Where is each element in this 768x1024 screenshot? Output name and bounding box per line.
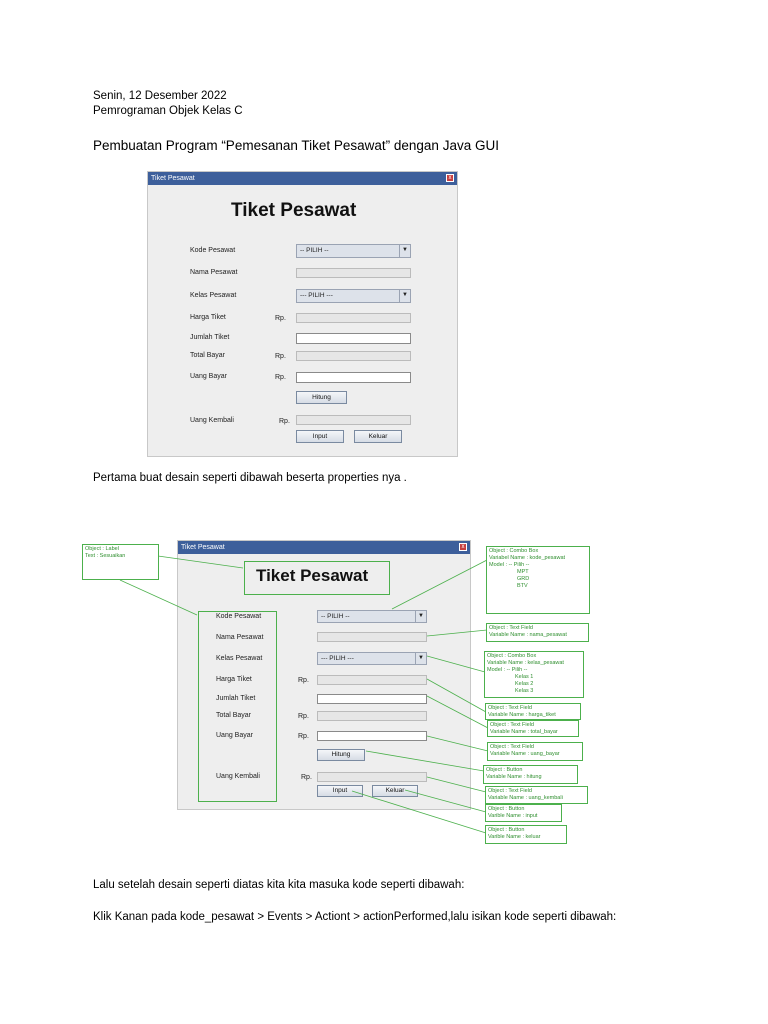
label-harga-tiket: Harga Tiket [216, 676, 252, 683]
window-title: Tiket Pesawat [181, 544, 225, 551]
rp-harga: Rp. [275, 315, 286, 322]
close-icon[interactable]: x [446, 174, 454, 182]
annotation-uang-kembali: Object : Text Field Variable Name : uang_kembali [485, 786, 588, 804]
label-kode-pesawat: Kode Pesawat [190, 247, 236, 254]
chevron-down-icon[interactable]: ▼ [415, 653, 426, 664]
paragraph-pertama: Pertama buat desain seperti dibawah beserta properties nya . [93, 472, 407, 484]
label-jumlah-tiket: Jumlah Tiket [190, 334, 230, 341]
kode-pesawat-value: -- PILIH -- [300, 247, 329, 254]
rp-harga: Rp. [298, 677, 309, 684]
label-total-bayar: Total Bayar [216, 712, 252, 719]
label-kode-pesawat: Kode Pesawat [216, 613, 262, 620]
label-kelas-pesawat: Kelas Pesawat [216, 655, 263, 662]
label-uang-kembali: Uang Kembali [190, 417, 234, 424]
label-uang-kembali: Uang Kembali [216, 773, 260, 780]
rp-kembali: Rp. [279, 418, 290, 425]
annotation-combo-kelas: Object : Combo Box Variable Name : kelas_pesawat Model : -- Pilih -- Kelas 1 Kelas 2 Kelas 3 [484, 651, 584, 698]
keluar-button[interactable]: Keluar [354, 430, 402, 443]
annotation-label: Object : Label Text : Sesuaikan [82, 544, 159, 580]
form-heading: Tiket Pesawat [256, 566, 369, 585]
window-title: Tiket Pesawat [151, 175, 195, 182]
annotation-hitung: Object : Button Variable Name : hitung [483, 765, 578, 784]
document-heading: Pembuatan Program “Pemesanan Tiket Pesawat” dengan Java GUI [93, 138, 499, 153]
kode-pesawat-value: -- PILIH -- [321, 613, 350, 620]
rp-kembali: Rp. [301, 774, 312, 781]
label-total-bayar: Total Bayar [190, 352, 226, 359]
label-uang-bayar: Uang Bayar [216, 732, 253, 739]
form-heading: Tiket Pesawat [231, 200, 357, 221]
annotation-nama-pesawat: Object : Text Field Variable Name : nama_pesawat [486, 623, 589, 642]
chevron-down-icon[interactable]: ▼ [399, 290, 410, 302]
annotation-input: Object : Button Varible Name : input [485, 804, 562, 822]
document-date: Senin, 12 Desember 2022 [93, 90, 227, 102]
kelas-pesawat-value: --- PILIH --- [300, 292, 333, 299]
label-nama-pesawat: Nama Pesawat [190, 269, 238, 276]
document-course: Pemrograman Objek Kelas C [93, 105, 243, 117]
input-button[interactable]: Input [296, 430, 344, 443]
annotation-combo-kode: Object : Combo Box Variabel Name : kode_pesawat Model : -- Pilih -- MPT GRD BTV [486, 546, 590, 614]
chevron-down-icon[interactable]: ▼ [415, 611, 426, 622]
paragraph-klik-kanan: Klik Kanan pada kode_pesawat > Events > Actiont > actionPerformed,lalu isikan kode seperti dibawah: [93, 911, 617, 923]
label-nama-pesawat: Nama Pesawat [216, 634, 264, 641]
label-uang-bayar: Uang Bayar [190, 373, 227, 380]
annotation-total-bayar: Object : Text Field Variable Name : total_bayar [487, 720, 579, 737]
label-jumlah-tiket: Jumlah Tiket [216, 695, 256, 702]
label-kelas-pesawat: Kelas Pesawat [190, 292, 237, 299]
label-harga-tiket: Harga Tiket [190, 314, 226, 321]
rp-uang: Rp. [275, 374, 286, 381]
annotation-keluar: Object : Button Varible Name : keluar [485, 825, 567, 844]
hitung-button[interactable]: Hitung [317, 749, 365, 761]
keluar-button[interactable]: Keluar [372, 785, 418, 797]
close-icon[interactable]: x [459, 543, 467, 551]
chevron-down-icon[interactable]: ▼ [399, 245, 410, 257]
annotation-harga-tiket: Object : Text Field Variable Name : harga_tiket [485, 703, 581, 720]
annotation-uang-bayar: Object : Text Field Variable Name : uang_bayar [487, 742, 583, 761]
paragraph-lalu: Lalu setelah desain seperti diatas kita kita masuka kode seperti dibawah: [93, 879, 465, 891]
kelas-pesawat-value: --- PILIH --- [321, 655, 354, 662]
rp-total: Rp. [298, 713, 309, 720]
input-button[interactable]: Input [317, 785, 363, 797]
hitung-button[interactable]: Hitung [296, 391, 347, 404]
rp-uang: Rp. [298, 733, 309, 740]
rp-total: Rp. [275, 353, 286, 360]
